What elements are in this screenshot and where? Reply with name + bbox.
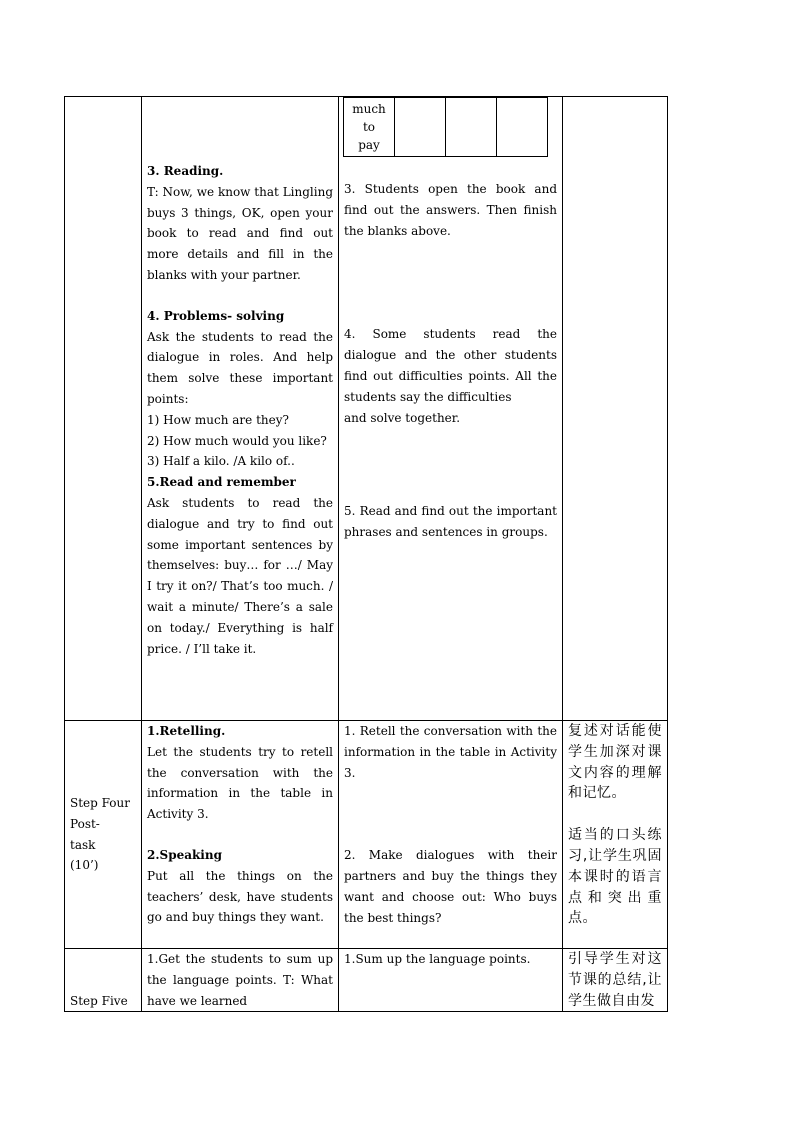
step-four-cell	[65, 721, 142, 949]
table-row	[65, 97, 668, 721]
student-step-4b: and solve together.	[344, 410, 461, 425]
lesson-plan-table	[64, 96, 668, 1012]
step-four-sub2: task	[70, 837, 96, 852]
retell-text: Let the students try to retell the conversation with the information in the table in Activity 3.	[147, 744, 333, 822]
note-retell: 复述对话能使学生加深对课文内容的理解和记忆。	[568, 723, 662, 802]
reading-heading: 3. Reading.	[147, 164, 224, 178]
speaking-heading: 2.Speaking	[147, 847, 222, 862]
inner-cell	[446, 98, 497, 157]
teacher-activity-cell	[142, 721, 339, 949]
student-activity-cell	[339, 949, 563, 1012]
student-summary: 1.Sum up the language points.	[344, 952, 531, 966]
problems-text: Ask the students to read the dialogue in roles. And help them solve these important points:	[147, 329, 333, 406]
notes-cell	[563, 721, 668, 949]
inner-cell	[395, 98, 446, 157]
student-step-4: 4. Some students read the dialogue and the other students find out difficulties points. All the students say the difficulties	[344, 327, 557, 404]
teacher-activity-cell	[142, 949, 339, 1012]
reading-text: T: Now, we know that Lingling buys 3 things, OK, open your book to read and find out more details and fill in the blanks with your partner.	[147, 184, 333, 282]
inner-cell	[497, 98, 548, 157]
table-row	[65, 949, 668, 1012]
point-1: 1) How much are they?	[147, 412, 289, 427]
note-speaking: 适当的口头练习,让学生巩固本课时的语言点和突出重点。	[568, 827, 662, 927]
step-four-label: Step Four	[70, 795, 130, 810]
notes-cell	[563, 949, 668, 1012]
note-summary: 引导学生对这节课的总结,让学生做自由发	[568, 951, 662, 1009]
read-text: Ask students to read the dialogue and try to find out some important sentences by themselves: buy… for …/ May I try it on?/ That’s too much. / wait a minute/ There’s a sale on today./ Everything is half price. / I’ll take it.	[147, 495, 333, 656]
speaking-text: Put all the things on the teachers’ desk, have students go and buy things they want.	[147, 868, 333, 925]
student-dialogues: 2. Make dialogues with their partners and buy the things they want and choose out: Who buys the best things?	[344, 848, 557, 925]
teacher-activity-cell	[142, 97, 339, 721]
step-five-label: Step Five	[70, 993, 128, 1008]
student-activity-cell	[339, 97, 563, 721]
inner-table	[343, 97, 548, 157]
inner-text-much: much	[352, 102, 386, 116]
inner-cell-much-to-pay	[344, 98, 395, 157]
summary-text: 1.Get the students to sum up the language points. T: What have we learned	[147, 952, 333, 1008]
point-2: 2) How much would you like?	[147, 433, 327, 448]
step-four-time: (10’)	[70, 858, 99, 873]
step-five-cell	[65, 949, 142, 1012]
inner-text-pay: pay	[358, 138, 380, 152]
step-cell	[65, 97, 142, 721]
notes-cell	[563, 97, 668, 721]
student-step-5: 5. Read and find out the important phrases and sentences in groups.	[344, 504, 557, 540]
read-heading: 5.Read and remember	[147, 475, 296, 490]
student-retell: 1. Retell the conversation with the information in the table in Activity 3.	[344, 724, 557, 780]
point-3: 3) Half a kilo. /A kilo of..	[147, 454, 295, 469]
inner-text-to: to	[362, 120, 376, 134]
problems-heading: 4. Problems- solving	[147, 308, 285, 323]
retell-heading: 1.Retelling.	[147, 724, 226, 738]
table-row	[65, 721, 668, 949]
student-activity-cell	[339, 721, 563, 949]
student-step-3: 3. Students open the book and find out the answers. Then finish the blanks above.	[344, 182, 557, 238]
step-four-sub: Post-	[70, 816, 100, 831]
